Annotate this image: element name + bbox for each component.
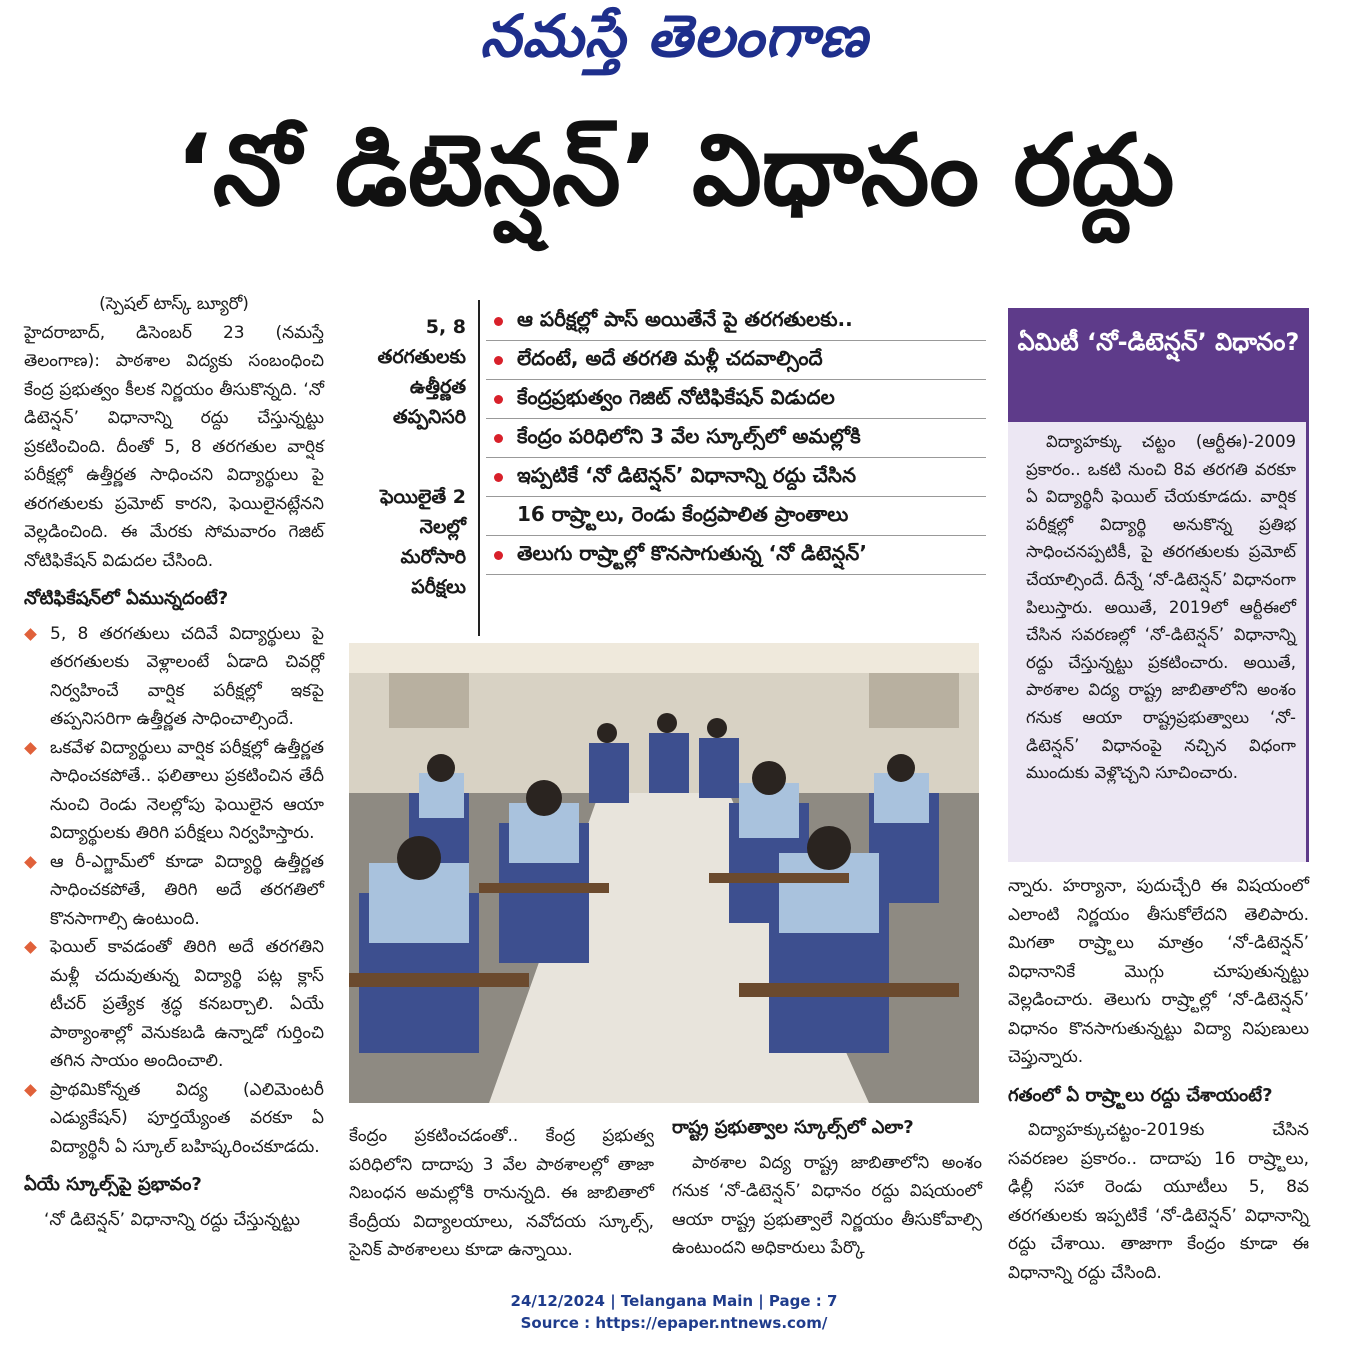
list-item: ఆ రీ-ఎగ్జామ్‌లో కూడా విద్యార్థి ఉత్తీర్ణత సాధించకపోతే, తిరిగి అదే తరగతిలో కొనసాగాల్సి ఉంటుంది. <box>24 848 324 934</box>
explainer-paragraph: విద్యాహక్కు చట్టం (ఆర్టీఈ)-2009 ప్రకారం.. ఒకటి నుంచి 8వ తరగతి వరకూ ఏ విద్యార్థినీ ఫెయిల్ చేయకూడదు. వార్షిక పరీక్షల్లో విద్యార్థి అనుకొన్న ప్రతిభ సాధించనప్పటికీ, పై తరగతులకు ప్రమోట్ చేయాల్సిందే. దీన్నే ‘నో-డిటెన్షన్’ విధానంగా పిలుస్తారు. అయితే, 2019లో ఆర్టీఈలో చేసిన సవరణల్లో ‘నో-డిటెన్షన్’ విధానాన్ని రద్దు చేస్తున్నట్టు ప్రకటించారు. అయితే, పాఠశాల విద్య రాష్ట్ర జాబితాలోని అంశం గనుక ఆయా రాష్ట్రప్రభుత్వాలు ‘నో-డిటెన్షన్’ విధానంపై నచ్చిన విధంగా ముందుకు వెళ్లొచ్చని సూచించారు. <box>1026 432 1296 783</box>
explainer-box-body <box>1008 422 1309 862</box>
schools-subhead: ఏయే స్కూల్స్‌పై ప్రభావం? <box>24 1174 202 1195</box>
footer-date-line: 24/12/2024 | Telangana Main | Page : 7 <box>510 1292 838 1310</box>
highlights-list <box>486 302 986 575</box>
highlight-item: లేదంటే, అదే తరగతి మళ్లీ చదవాల్సిందే <box>486 341 986 380</box>
continued-paragraph: న్నారు. హర్యానా, పుదుచ్చేరి ఈ విషయంలో ఎలాంటి నిర్ణయం తీసుకోలేదని తెలిపారు. మిగతా రాష్ర్టాలు మాత్రం ‘నో-డిటెన్షన్’ విధానానికే మొగ్గు చూపుతున్నట్టు వెల్లడించారు. తెలుగు రాష్ర్టాల్లో ‘నో-డిటెన్షన్’ విధానం కొనసాగుతున్నట్టు విద్యా నిపుణులు చెప్తున్నారు. <box>1008 876 1309 1067</box>
state-schools-paragraph: పాఠశాల విద్య రాష్ట్ర జాబితాలోని అంశం గనుక ‘నో-డిటెన్షన్’ విధానం రద్దు విషయంలో ఆయా రాష్ట్ర ప్రభుత్వాలే నిర్ణయం తీసుకోవాల్సి ఉంటుందని అధికారులు పేర్కొ <box>672 1152 982 1258</box>
highlight-item: ఆ పరీక్షల్లో పాస్ అయితేనే పై తరగతులకు.. <box>486 302 986 341</box>
side-label-reexam: ఫెయిలైతే 2 నెలల్లో మరోసారి పరీక్షలు <box>379 486 466 598</box>
diamond-bullet-icon <box>24 742 37 755</box>
highlight-item: ఇప్పటికే ‘నో డిటెన్షన్’ విధానాన్ని రద్దు చేసిన <box>486 458 986 497</box>
states-paragraph: విద్యాహక్కుచట్టం-2019కు చేసిన సవరణల ప్రకారం.. దాదాపు 16 రాష్ర్టాలు, ఢిల్లీ సహా రెండు యూటీలు 5, 8వ తరగతులకు ఇప్పటికే ‘నో-డిటెన్షన్’ విధానాన్ని రద్దు చేశాయి. తాజాగా కేంద్రం కూడా ఈ విధానాన్ని రద్దు చేసింది. <box>1008 1120 1309 1283</box>
intro-paragraph: హైదరాబాద్, డిసెంబర్ 23 (నమస్తే తెలంగాణ): పాఠశాల విద్యకు సంబంధించి కేంద్ర ప్రభుత్వం కీలక నిర్ణయం తీసుకొన్నది. ‘నో డిటెన్షన్’ విధానాన్ని రద్దు చేస్తున్నట్టు ప్రకటించింది. దీంతో 5, 8 తరగతుల వార్షిక పరీక్షల్లో ఉత్తీర్ణత సాధించని విద్యార్థులు పై తరగతులకు ప్రమోట్ కారని, ఫెయిలైనట్లేనని వెల్లడించింది. ఈ మేరకు సోమవారం గెజిట్ నోటిఫికేషన్ విడుదల చేసింది. <box>24 322 324 571</box>
diamond-bullet-icon <box>24 856 37 869</box>
notification-subhead: నోటిఫికేషన్‌లో ఏమున్నదంటే? <box>24 588 229 609</box>
divider-line <box>478 300 480 636</box>
byline: (స్పెషల్ టాస్క్ బ్యూరో) <box>99 294 249 314</box>
central-schools-paragraph: కేంద్రం ప్రకటించడంతో.. కేంద్ర ప్రభుత్వ పరిధిలోని దాదాపు 3 వేల పాఠశాలల్లో తాజా నిబంధన అమల్లోకి రానున్నది. ఈ జాబితాలో కేంద్రీయ విద్యాలయాలు, నవోదయ స్కూల్స్, సైనిక్ పాఠశాలలు కూడా ఉన్నాయి. <box>349 1126 654 1260</box>
state-schools-subhead: రాష్ట్ర ప్రభుత్వాల స్కూల్స్‌లో ఎలా? <box>672 1117 914 1138</box>
explainer-box-title: ఏమిటీ ‘నో-డిటెన్షన్’ విధానం? <box>1008 308 1309 422</box>
highlight-item: తెలుగు రాష్ర్టాల్లో కొనసాగుతున్న ‘నో డిటెన్షన్’ <box>486 536 986 575</box>
side-label-pass-mandatory: 5, 8 తరగతులకు ఉత్తీర్ణత తప్పనిసరి <box>377 316 466 428</box>
bullet-dot-icon <box>494 356 503 365</box>
list-item: ఫెయిల్ కావడంతో తిరిగి అదే తరగతిని మళ్లీ చదువుతున్న విద్యార్థి పట్ల క్లాస్ టీచర్ ప్రత్యేక శ్రద్ధ కనబర్చాలి. ఏయే పాఠ్యాంశాల్లో వెనుకబడి ఉన్నాడో గుర్తించి తగిన సాయం అందించాలి. <box>24 933 324 1076</box>
diamond-bullet-icon <box>24 1084 37 1097</box>
list-item: 5, 8 తరగతులు చదివే విద్యార్థులు పై తరగతులకు వెళ్లాలంటే ఏడాది చివర్లో నిర్వహించే వార్షిక పరీక్షల్లో ఇకపై తప్పనిసరిగా ఉత్తీర్ణత సాధించాల్సిందే. <box>24 620 324 734</box>
list-item: ఒకవేళ విద్యార్థులు వార్షిక పరీక్షల్లో ఉత్తీర్ణత సాధించకపోతే.. ఫలితాలు ప్రకటించిన తేదీ నుంచి రెండు నెలల్లోపు ఫెయిలైన ఆయా విద్యార్థులకు తిరిగి పరీక్షలు నిర్వహిస్తారు. <box>24 734 324 848</box>
page-headline: ‘నో డిటెన్షన్’ విధానం రద్దు <box>175 114 1175 228</box>
notification-points <box>24 620 324 1162</box>
exam-hall-photo <box>349 643 979 1103</box>
diamond-bullet-icon <box>24 941 37 954</box>
diamond-bullet-icon <box>24 628 37 641</box>
highlight-item: కేంద్రప్రభుత్వం గెజిట్ నోటిఫికేషన్ విడుదల <box>486 380 986 419</box>
bullet-dot-icon <box>494 434 503 443</box>
schools-paragraph: ‘నో డిటెన్షన్’ విధానాన్ని రద్దు చేస్తున్నట్టు <box>44 1209 301 1230</box>
bullet-dot-icon <box>494 473 503 482</box>
left-column <box>24 290 324 1234</box>
highlight-item: 16 రాష్ర్టాలు, రెండు కేంద్రపాలిత ప్రాంతాలు <box>486 497 986 536</box>
list-item: ప్రాథమికోన్నత విద్య (ఎలిమెంటరీ ఎడ్యుకేషన్) పూర్తయ్యేంత వరకూ ఏ విద్యార్థినీ ఏ స్కూల్ బహిష్కరించకూడదు. <box>24 1076 324 1162</box>
right-column <box>1008 872 1309 1287</box>
mid-column-1 <box>349 1122 654 1265</box>
masthead-logo: నమస్తే తెలంగాణ <box>480 2 868 70</box>
highlight-item: కేంద్రం పరిధిలోని 3 వేల స్కూల్స్‌లో అమల్లోకి <box>486 419 986 458</box>
page-footer <box>0 1290 1348 1334</box>
bullet-dot-icon <box>494 551 503 560</box>
bullet-dot-icon <box>494 317 503 326</box>
footer-source-line: Source : https://epaper.ntnews.com/ <box>520 1314 828 1332</box>
bullet-dot-icon <box>494 395 503 404</box>
states-subhead: గతంలో ఏ రాష్ర్టాలు రద్దు చేశాయంటే? <box>1008 1084 1273 1106</box>
mid-column-2 <box>672 1114 982 1263</box>
